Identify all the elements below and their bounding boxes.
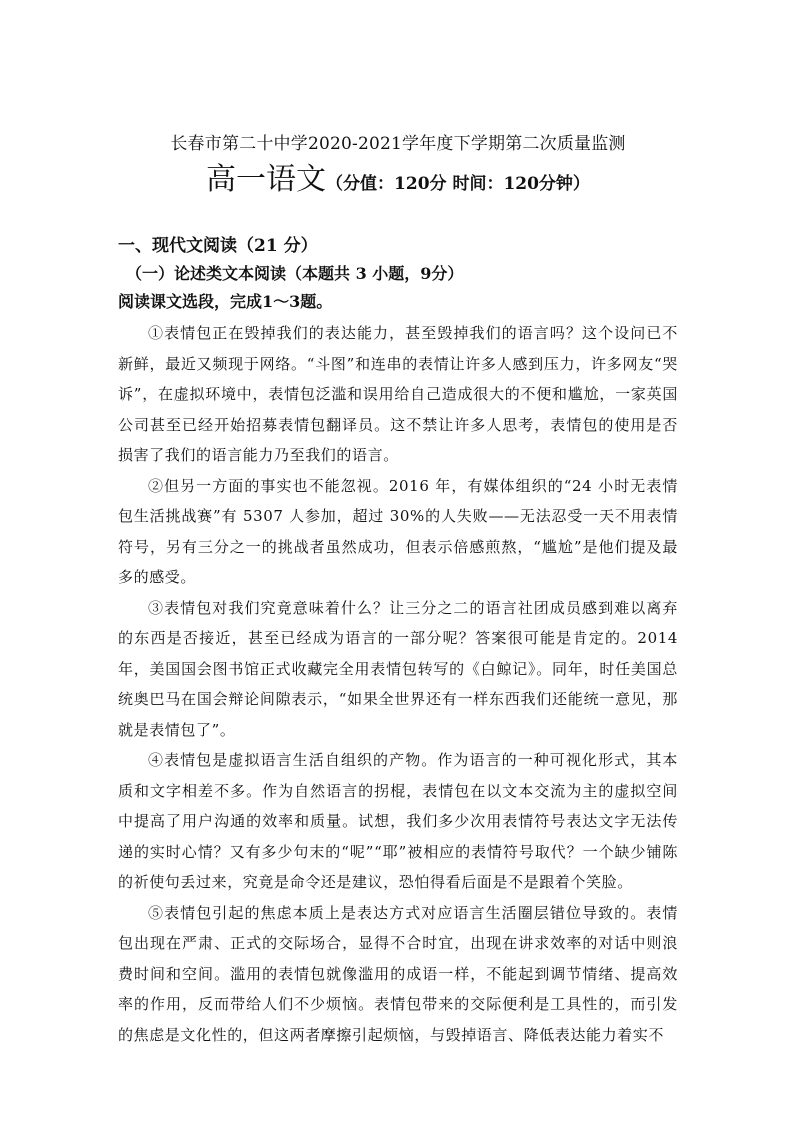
article-body — [118, 318, 678, 1050]
paragraph-1: ①表情包正在毁掉我们的表达能力，甚至毁掉我们的语言吗？这个设问已不新鲜，最近又频现于网络。“斗图”和连串的表情让许多人感到压力，许多网友“哭诉”，在虚拟环境中，表情包泛滥和误用给自己造成很大的不便和尴尬，一家英国公司甚至已经开始招募表情包翻译员。这不禁让许多人思考，表情包的使用是否损害了我们的语言能力乃至我们的语言。 — [118, 324, 678, 464]
exam-subject: 高一语文 — [206, 162, 327, 197]
school-title: 长春市第二十中学2020-2021学年度下学期第二次质量监测 — [170, 134, 626, 154]
paragraph-5: ⑤表情包引起的焦虑本质上是表达方式对应语言生活圈层错位导致的。表情包出现在严肃、正式的交际场合，显得不合时宜，出现在讲求效率的对话中则浪费时间和空间。滥用的表情包就像滥用的成语一样，不能起到调节情绪、提高效率的作用，反而带给人们不少烦恼。表情包带来的交际便利是工具性的，而引发的焦虑是文化性的，但这两者摩擦引起烦恼，与毁掉语言、降低表达能力着实不 — [118, 903, 678, 1044]
section-heading: 一、现代文阅读（21 分） — [118, 236, 318, 256]
exam-title — [118, 162, 678, 202]
paragraph-3: ③表情包对我们究竟意味着什么？让三分之二的语言社团成员感到难以离弃的东西是否接近，甚至已经成为语言的一部分呢？答案很可能是肯定的。2014年，美国国会图书馆正式收藏完全用表情包转写的《白鲸记》。同年，时任美国总统奥巴马在国会辩论间隙表示，“如果全世界还有一样东西我们还能统一意见，那就是表情包了”。 — [118, 598, 678, 739]
exam-page — [118, 132, 678, 1050]
paragraph-4: ④表情包是虚拟语言生活自组织的产物。作为语言的一种可视化形式，其本质和文字相差不多。作为自然语言的拐棍，表情包在以文本交流为主的虚拟空间中提高了用户沟通的效率和质量。试想，我们多少次用表情符号表达文字无法传递的实时心情？又有多少句末的“呢”“耶”被相应的表情符号取代？一个缺少铺陈的祈使句丢过来，究竟是命令还是建议，恐怕得看后面是不是跟着个笑脸。 — [118, 751, 678, 891]
subsection-heading: （一）论述类文本阅读（本题共 3 小题，9分） — [126, 264, 464, 283]
exam-meta: （分值：120分 时间：120分钟） — [326, 174, 590, 194]
reading-instruction: 阅读课文选段，完成1～3题。 — [118, 292, 333, 311]
paragraph-2: ②但另一方面的事实也不能忽视。2016 年，有媒体组织的“24 小时无表情包生活挑战赛”有 5307 人参加，超过 30%的人失败——无法忍受一天不用表情符号，另有三分之一的挑战者虽然成功，但表示倍感煎熬，“尴尬”是他们提及最多的感受。 — [118, 476, 678, 586]
